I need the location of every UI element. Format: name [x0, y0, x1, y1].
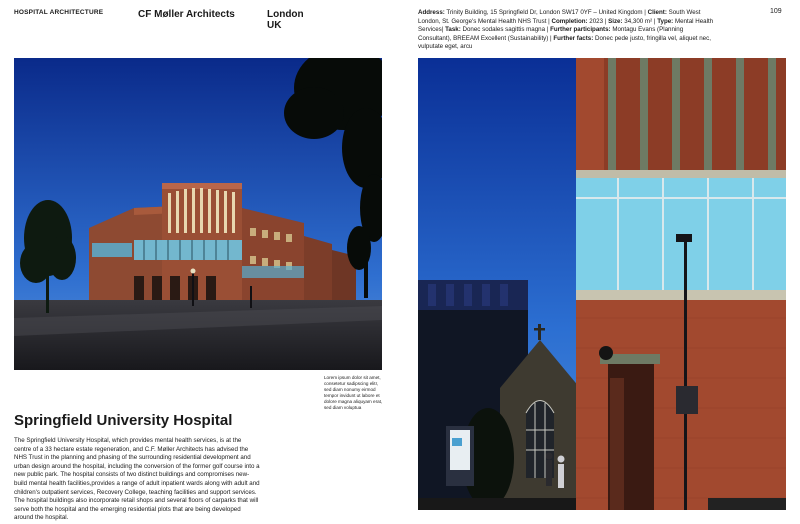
photo-caption: Lorem ipsum dolor sit amet, consetetur sadipscing elitr, sed diam nonumy eirmod tempor invidunt ut labore et dolore magna aliquyam erat, sed diam voluptua [324, 375, 383, 410]
size-value: 34,300 m² | [622, 17, 658, 25]
client-label: Client: [647, 9, 667, 16]
completion-value: 2023 | [587, 17, 609, 25]
project-meta [418, 9, 718, 52]
completion-label: Completion: [551, 17, 588, 25]
architect-name: CF Møller Architects [138, 9, 235, 20]
client-value: South West London, St. George's Mental Health NHS Trust | [418, 9, 701, 25]
participants-value: Montagu Evans (Planning Consultant), BREEAM Excellent (Sustainability) | [418, 26, 684, 42]
article-title: Springfield University Hospital [14, 412, 233, 429]
section-label: HOSPITAL ARCHITECTURE [14, 9, 104, 16]
location-city: London [267, 9, 304, 20]
location-country: UK [267, 20, 282, 31]
task-value: Donec sodales sagittis magna | [460, 26, 551, 34]
task-label: Task: [445, 26, 461, 34]
article-body: The Springfield University Hospital, which provides mental health services, is at the centre of a 33 hectare estate regeneration, and C.F. Møller Architects has advised the NHS Trust in the planning and phasing of the surrounding residential development and urban design around the hospital, including the conversion of the former golf course into a new public park. The hospital consists of two distinct buildings and compromises new-build mental health facilities,provides a range of adult inpatient wards along with adult and children's outpatient services, Recovery College, teaching facilities and support services. The hospital buildings also incorporate retail shops and several floors of carparks that will serve both the hospital and the emerging residential plots that are being developed around the hospital. [14, 437, 260, 522]
type-value: Mental Health Services| [418, 17, 714, 34]
facts-label: Further facts: [553, 34, 594, 42]
type-label: Type: [657, 17, 674, 25]
hospital-exterior-photo [14, 58, 382, 370]
facade-detail-photo [418, 58, 786, 510]
address-label: Address: [418, 9, 445, 16]
participants-label: Further participants: [550, 26, 611, 34]
address-value: Trinity Building, 15 Springfield Dr, London SW17 0YF – United Kingdom | [444, 9, 648, 16]
project-location [267, 9, 304, 31]
facts-value: Donec pede justo, fringilla vel, aliquet nec, vulputate eget, arcu [418, 34, 711, 51]
size-label: Size: [608, 17, 623, 25]
page-number: 109 [770, 8, 782, 15]
